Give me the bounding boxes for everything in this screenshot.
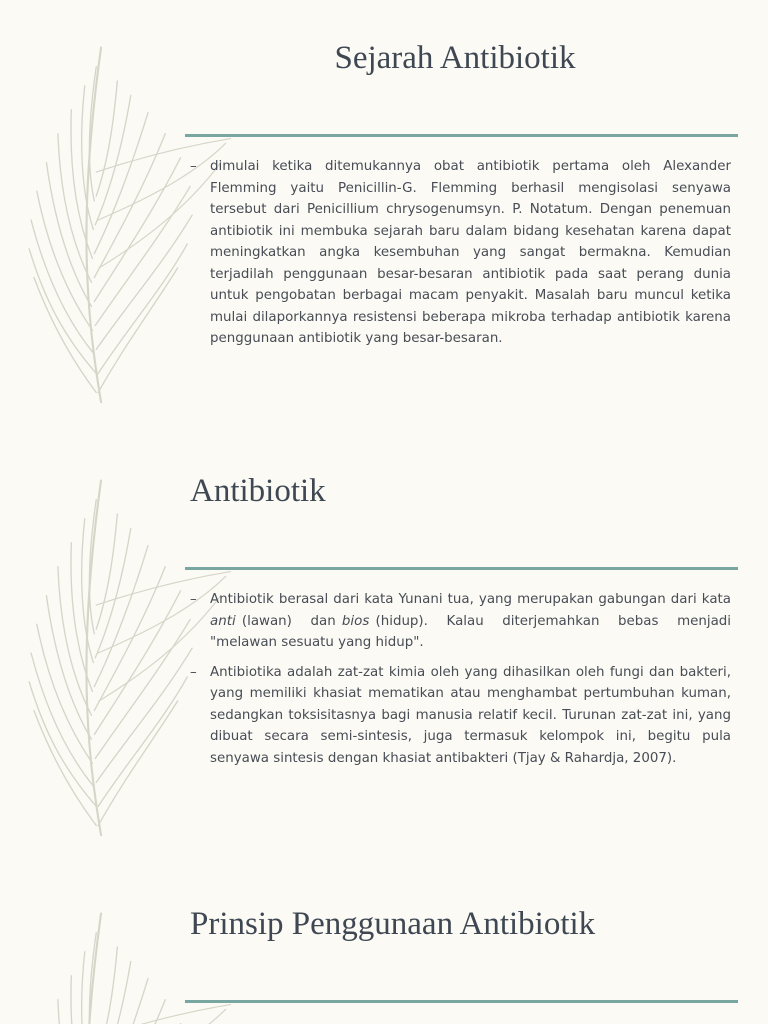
bullet-dash: –: [190, 664, 197, 680]
title-divider: [185, 567, 738, 570]
slide-body: [190, 156, 731, 358]
slide-title: Antibiotik: [190, 473, 326, 509]
bullet-text-part: (hidup). Kalau diterjemahkan bebas menjadi "melawan sesuatu yang hidup".: [210, 613, 736, 650]
bullet-dash: –: [190, 159, 197, 174]
bullet-text: dimulai ketika ditemukannya obat antibiotik pertama oleh Alexander Flemming yaitu Penicillin-G. Flemming berhasil mengisolasi senyawa tersebut dari Penicillium chrysogenumsyn. P. Notatum. Dengan penemuan antibiotik ini membuka sejarah baru dalam bidang kesehatan karena dapat meningkatkan angka kesembuhan yang sangat bermakna. Kemudian terjadilah penggunaan besar-besaran antibiotik pada saat perang dunia untuk pengobatan berbagai macam penyakit. Masalah baru muncul ketika mulai dilaporkannya resistensi beberapa mikroba terhadap antibiotik karena penggunaan antibiotik yang besar-besaran.: [210, 159, 731, 346]
bullet-text-part: Antibiotik berasal dari kata Yunani tua, yang merupakan gabungan dari kata: [210, 592, 731, 607]
slide-antibiotik: [0, 433, 768, 866]
italic-term: bios: [341, 613, 370, 629]
slide-body: [190, 589, 736, 777]
title-divider: [185, 134, 738, 137]
slide-prinsip-penggunaan: [0, 866, 768, 1024]
slide-title: Prinsip Penggunaan Antibiotik: [190, 906, 596, 942]
slide-title: Sejarah Antibiotik: [334, 40, 576, 76]
bullet-dash: –: [190, 592, 197, 607]
title-divider: [185, 1000, 738, 1003]
bullet-item: [190, 589, 736, 654]
bullet-text-part: (lawan) dan: [235, 613, 342, 629]
bullet-item: [190, 156, 731, 350]
bullet-item: [190, 662, 731, 770]
slide-sejarah-antibiotik: [0, 0, 768, 433]
italic-term: anti: [210, 613, 236, 629]
bullet-text: Antibiotika adalah zat-zat kimia oleh yang dihasilkan oleh fungi dan bakteri, yang memiliki khasiat mematikan atau menghambat pertumbuhan kuman, sedangkan toksisitasnya bagi manusia relatif kecil. Turunan zat-zat ini, yang dibuat secara semi-sintesis, juga termasuk kelompok ini, begitu pula senyawa sintesis dengan khasiat antibakteri (Tjay & Rahardja, 2007).: [210, 664, 731, 766]
